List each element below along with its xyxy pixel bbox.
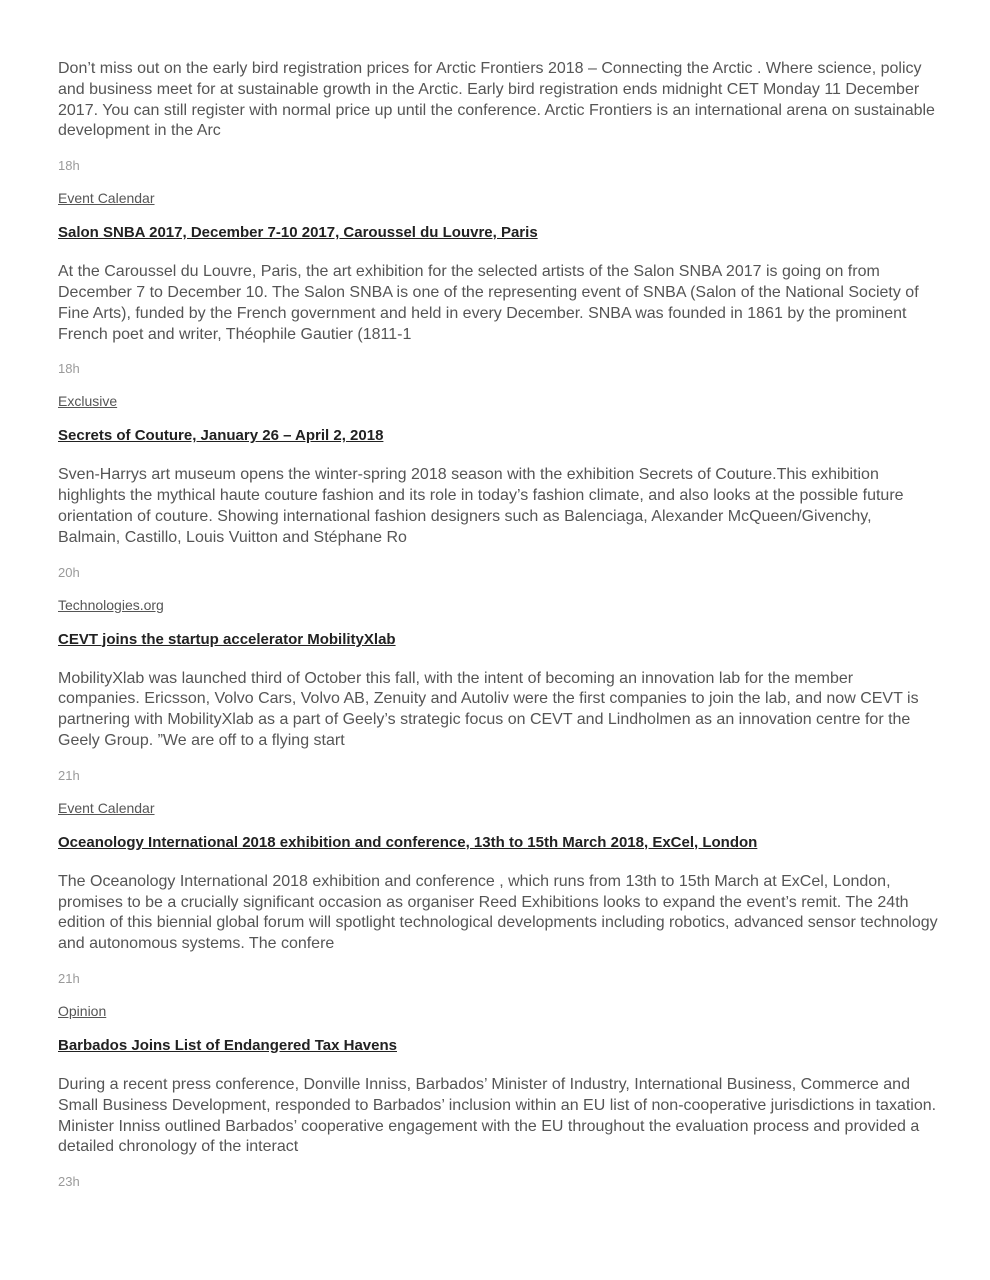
article-title-link[interactable]: Oceanology International 2018 exhibition and conference, 13th to 15th March 2018, ExCel, London — [58, 833, 758, 851]
article-title-link[interactable]: Salon SNBA 2017, December 7-10 2017, Caroussel du Louvre, Paris — [58, 224, 538, 242]
lead-article — [58, 59, 938, 174]
article-excerpt: Sven-Harrys art museum opens the winter-spring 2018 season with the exhibition Secrets of Couture.This exhibition highlights the mythical haute couture fashion and its role in today’s fashion climate, and also looks at the possible future orientation of couture. Showing international fashion designers such as Balenciaga, Alexander McQueen/Givenchy, Balmain, Castillo, Louis Vuitton and Stéphane Ro — [58, 466, 904, 546]
article-timestamp: 21h — [58, 970, 80, 986]
article-title-link[interactable]: Barbados Joins List of Endangered Tax Havens — [58, 1036, 397, 1054]
article-item — [58, 1003, 938, 1190]
category-link[interactable]: Opinion — [58, 1002, 107, 1019]
article-excerpt: Don’t miss out on the early bird registration prices for Arctic Frontiers 2018 – Connecting the Arctic . Where science, policy and business meet for at sustainable growth in the Arctic. Early bird registration ends midnight CET Monday 11 December 2017. You can still register with normal price up until the conference. Arctic Frontiers is an international arena on sustainable development in the Arc — [58, 60, 935, 140]
article-feed — [58, 59, 938, 1190]
article-timestamp: 18h — [58, 158, 80, 174]
category-link[interactable]: Event Calendar — [58, 799, 155, 816]
article-excerpt: The Oceanology International 2018 exhibition and conference , which runs from 13th to 15th March at ExCel, London, promises to be a crucially significant occasion as organiser Reed Exhibitions looks to expand the event’s remit. The 24th edition of this biennial global forum will spotlight technological developments including robotics, advanced sensor technology and autonomous systems. The confere — [58, 872, 938, 953]
article-title-link[interactable]: CEVT joins the startup accelerator MobilityXlab — [58, 630, 396, 648]
category-link[interactable]: Event Calendar — [58, 190, 155, 207]
category-link[interactable]: Technologies.org — [58, 596, 164, 613]
article-title-link[interactable]: Secrets of Couture, January 26 – April 2, 2018 — [58, 427, 384, 445]
article-excerpt: At the Caroussel du Louvre, Paris, the art exhibition for the selected artists of the Salon SNBA 2017 is going on from December 7 to December 10. The Salon SNBA is one of the representing event of SNBA (Salon of the National Society of Fine Arts), funded by the French government and held in every December. SNBA was founded in 1861 by the prominent French poet and writer, Théophile Gautier (1811-1 — [58, 263, 919, 343]
article-excerpt: MobilityXlab was launched third of October this fall, with the intent of becoming an innovation lab for the member companies. Ericsson, Volvo Cars, Volvo AB, Zenuity and Autoliv were the first companies to join the lab, and now CEVT is partnering with MobilityXlab as a part of Geely’s strategic focus on CEVT and Lindholmen as an innovation centre for the Geely Group. ”We are off to a flying start — [58, 669, 919, 749]
article-timestamp: 21h — [58, 767, 80, 783]
category-link[interactable]: Exclusive — [58, 393, 118, 410]
article-excerpt: During a recent press conference, Donville Inniss, Barbados’ Minister of Industry, International Business, Commerce and Small Business Development, responded to Barbados’ inclusion within an EU list of non-cooperative jurisdictions in taxation. Minister Inniss outlined Barbados’ cooperative engagement with the EU throughout the evaluation process and provided a detailed chronology of the interact — [58, 1075, 937, 1156]
article-timestamp: 23h — [58, 1174, 80, 1190]
article-item — [58, 597, 938, 784]
article-item — [58, 800, 938, 987]
article-item — [58, 190, 938, 377]
article-timestamp: 20h — [58, 564, 80, 580]
article-timestamp: 18h — [58, 361, 80, 377]
article-item — [58, 393, 938, 580]
